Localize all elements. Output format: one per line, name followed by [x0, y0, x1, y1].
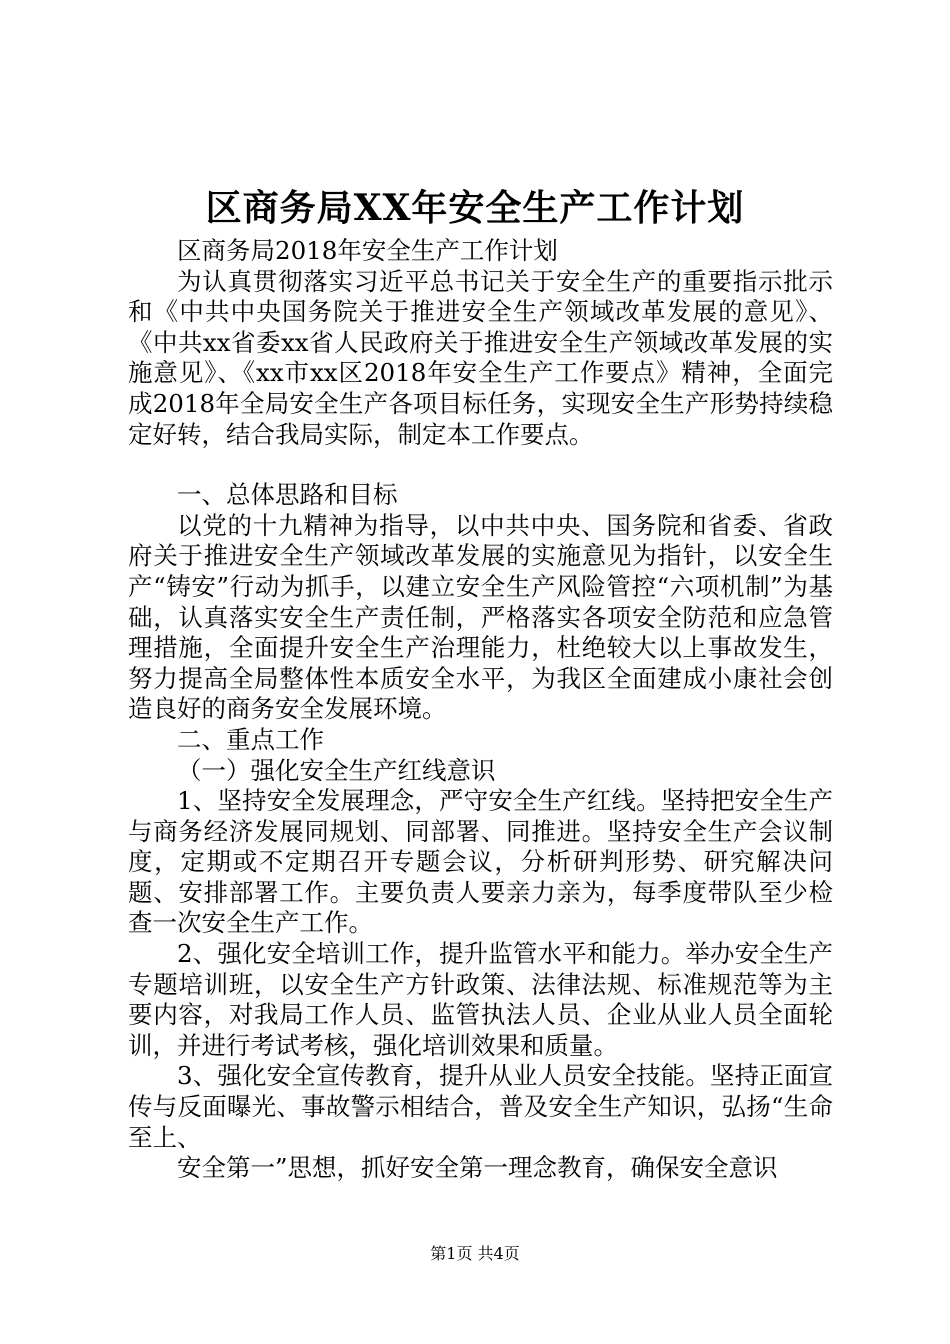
paragraph-continuation: 安全第一”思想，抓好安全第一理念教育，确保安全意识 [177, 1153, 778, 1183]
paragraph-goals: 以党的十九精神为指导，以中共中央、国务院和省委、省政府关于推进安全生产领域改革发展的实施意见为指针，以安全生产“铸安”行动为抓手，以建立安全生产风险管控“六项机制”为基础，认真落实安全生产责任制，严格落实各项安全防范和应急管理措施，全面提升安全生产治理能力，杜绝较大以上事故发生，努力提高全局整体性本质安全水平，为我区全面建成小康社会创造良好的商务安全发展环境。 [128, 510, 833, 724]
paragraph-intro: 为认真贯彻落实习近平总书记关于安全生产的重要指示批示和《中共中央国务院关于推进安全生产领域改革发展的意见》、《中共xx省委xx省人民政府关于推进安全生产领域改革发展的实施意见》、《xx市xx区2018年安全生产工作要点》精神，全面完成2018年全局安全生产各项目标任务，实现安全生产形势持续稳定好转，结合我局实际，制定本工作要点。 [128, 266, 833, 449]
section-heading-2: 二、重点工作 [177, 724, 324, 754]
paragraph-item-1: 1、坚持安全发展理念，严守安全生产红线。坚持把安全生产与商务经济发展同规划、同部署、同推进。坚持安全生产会议制度，定期或不定期召开专题会议，分析研判形势、研究解决问题、安排部署工作。主要负责人要亲力亲为，每季度带队至少检查一次安全生产工作。 [128, 786, 833, 938]
section-heading-1: 一、总体思路和目标 [177, 480, 398, 510]
subsection-heading-1: （一）强化安全生产红线意识 [177, 755, 496, 785]
document-title: 区商务局XX年安全生产工作计划 [205, 187, 745, 229]
document-body [128, 236, 833, 1184]
paragraph-item-2: 2、强化安全培训工作，提升监管水平和能力。举办安全生产专题培训班，以安全生产方针政策、法律法规、标准规范等为主要内容，对我局工作人员、监管执法人员、企业从业人员全面轮训，并进行考试考核，强化培训效果和质量。 [128, 939, 833, 1060]
paragraph-subtitle: 区商务局2018年安全生产工作计划 [177, 236, 558, 265]
page-number: 第1页 共4页 [430, 1244, 520, 1263]
paragraph-item-3: 3、强化安全宣传教育，提升从业人员安全技能。坚持正面宣传与反面曝光、事故警示相结合，普及安全生产知识，弘扬“生命至上、 [128, 1061, 833, 1152]
paragraph-gap [128, 450, 833, 480]
